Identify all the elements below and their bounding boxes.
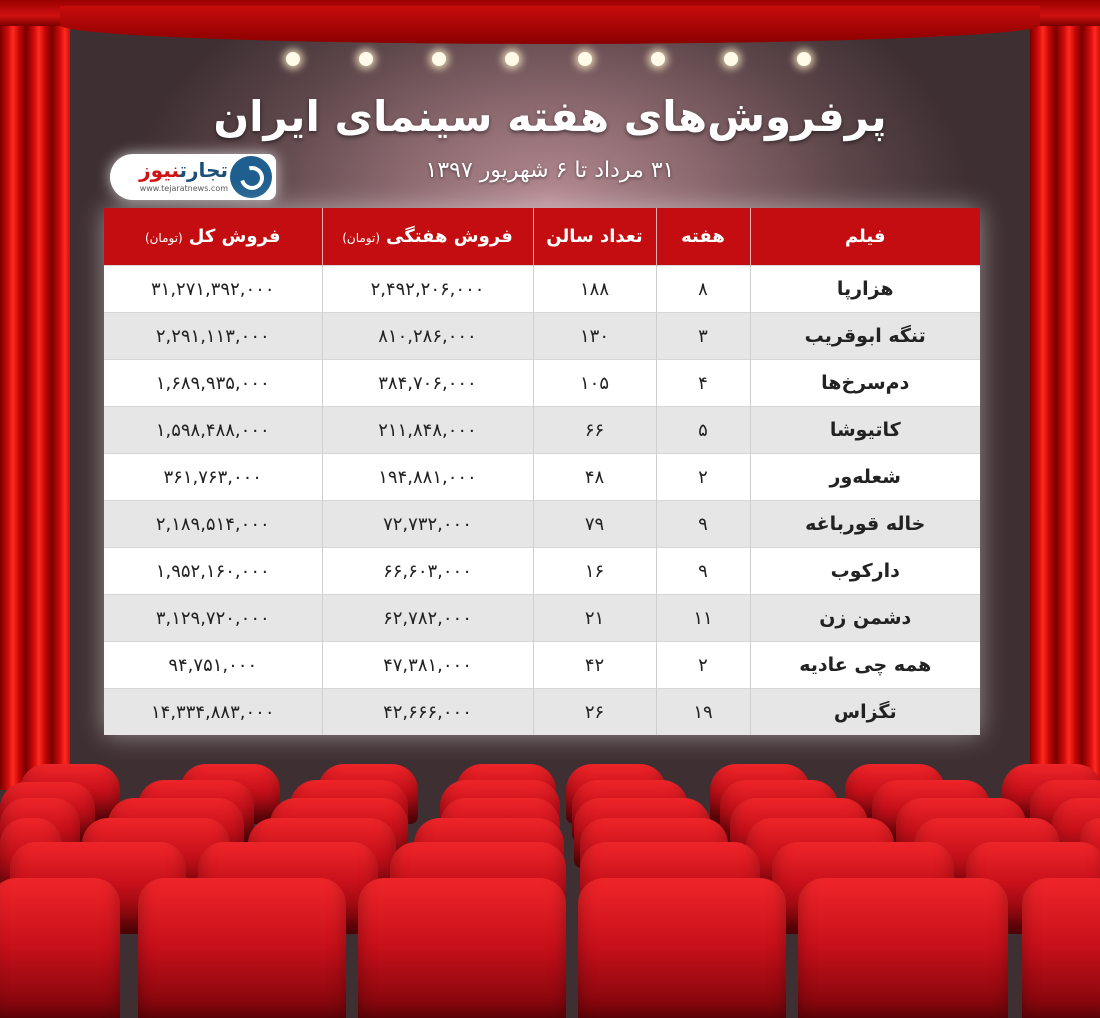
stage-light <box>505 52 519 66</box>
cell-total-sales: ۱۴,۳۳۴,۸۸۳,۰۰۰ <box>104 689 322 736</box>
table-row <box>104 548 980 595</box>
cell-total-sales: ۲,۲۹۱,۱۱۳,۰۰۰ <box>104 313 322 360</box>
header-weekly-unit: (تومان) <box>342 231 381 245</box>
table-row <box>104 689 980 736</box>
header-halls: تعداد سالن <box>533 208 656 266</box>
seat <box>138 878 346 1018</box>
cell-total-sales: ۳۶۱,۷۶۳,۰۰۰ <box>104 454 322 501</box>
cell-film: تگزاس <box>750 689 980 736</box>
cell-film: خاله قورباغه <box>750 501 980 548</box>
cell-total-sales: ۲,۱۸۹,۵۱۴,۰۰۰ <box>104 501 322 548</box>
cell-week: ۲ <box>656 642 750 689</box>
seat <box>578 878 786 1018</box>
table-row <box>104 266 980 313</box>
logo-text <box>139 158 228 182</box>
cell-halls: ۴۲ <box>533 642 656 689</box>
seat <box>0 878 120 1018</box>
seat <box>358 878 566 1018</box>
cell-total-sales: ۱,۹۵۲,۱۶۰,۰۰۰ <box>104 548 322 595</box>
cell-weekly-sales: ۲۱۱,۸۴۸,۰۰۰ <box>322 407 533 454</box>
cell-week: ۲ <box>656 454 750 501</box>
header-week: هفته <box>656 208 750 266</box>
cell-total-sales: ۳۱,۲۷۱,۳۹۲,۰۰۰ <box>104 266 322 313</box>
cell-weekly-sales: ۲,۴۹۲,۲۰۶,۰۰۰ <box>322 266 533 313</box>
seat <box>798 878 1008 1018</box>
header-total-sales <box>104 208 322 266</box>
table-row <box>104 360 980 407</box>
cell-halls: ۴۸ <box>533 454 656 501</box>
cell-total-sales: ۹۴,۷۵۱,۰۰۰ <box>104 642 322 689</box>
cell-week: ۵ <box>656 407 750 454</box>
cell-weekly-sales: ۶۶,۶۰۳,۰۰۰ <box>322 548 533 595</box>
cell-film: دارکوب <box>750 548 980 595</box>
cell-weekly-sales: ۷۲,۷۳۲,۰۰۰ <box>322 501 533 548</box>
cell-total-sales: ۱,۶۸۹,۹۳۵,۰۰۰ <box>104 360 322 407</box>
stage-light <box>432 52 446 66</box>
logo-name-part2: نیوز <box>139 158 180 182</box>
cell-film: هزارپا <box>750 266 980 313</box>
stage-light <box>286 52 300 66</box>
table-row <box>104 501 980 548</box>
header-total-unit: (تومان) <box>144 231 183 245</box>
table-row <box>104 407 980 454</box>
table-row <box>104 313 980 360</box>
box-office-table <box>104 208 980 735</box>
stage-light <box>651 52 665 66</box>
cell-halls: ۶۶ <box>533 407 656 454</box>
cell-film: تنگه ابوقریب <box>750 313 980 360</box>
cell-week: ۱۱ <box>656 595 750 642</box>
cell-halls: ۷۹ <box>533 501 656 548</box>
header-weekly-sales-label: فروش هفتگی <box>386 226 513 247</box>
cell-total-sales: ۱,۵۹۸,۴۸۸,۰۰۰ <box>104 407 322 454</box>
left-curtain <box>0 0 70 790</box>
tejarat-news-logo <box>110 154 276 200</box>
cell-weekly-sales: ۶۲,۷۸۲,۰۰۰ <box>322 595 533 642</box>
curtain-valance <box>0 0 1100 26</box>
cell-film: دشمن زن <box>750 595 980 642</box>
cell-weekly-sales: ۳۸۴,۷۰۶,۰۰۰ <box>322 360 533 407</box>
cell-halls: ۲۱ <box>533 595 656 642</box>
logo-url: www.tejaratnews.com <box>139 184 228 193</box>
stage-light <box>797 52 811 66</box>
cell-film: کاتیوشا <box>750 407 980 454</box>
cell-week: ۳ <box>656 313 750 360</box>
right-curtain <box>1030 0 1100 790</box>
cell-film: دم‌سرخ‌ها <box>750 360 980 407</box>
cell-week: ۹ <box>656 548 750 595</box>
header-weekly-sales <box>322 208 533 266</box>
cell-weekly-sales: ۴۷,۳۸۱,۰۰۰ <box>322 642 533 689</box>
cell-halls: ۱۳۰ <box>533 313 656 360</box>
cell-weekly-sales: ۸۱۰,۲۸۶,۰۰۰ <box>322 313 533 360</box>
logo-mark-icon <box>230 156 272 198</box>
header-film: فیلم <box>750 208 980 266</box>
stage-light <box>359 52 373 66</box>
cinema-seats <box>0 760 1100 1018</box>
cell-week: ۴ <box>656 360 750 407</box>
cell-weekly-sales: ۱۹۴,۸۸۱,۰۰۰ <box>322 454 533 501</box>
date-range: ۳۱ مرداد تا ۶ شهریور ۱۳۹۷ <box>425 158 675 183</box>
cell-film: همه چی عادیه <box>750 642 980 689</box>
table-row <box>104 454 980 501</box>
cell-film: شعله‌ور <box>750 454 980 501</box>
cell-week: ۱۹ <box>656 689 750 736</box>
table-header-row <box>104 208 980 266</box>
cell-halls: ۱۸۸ <box>533 266 656 313</box>
stage-lights <box>284 52 814 70</box>
cell-total-sales: ۳,۱۲۹,۷۲۰,۰۰۰ <box>104 595 322 642</box>
cell-weekly-sales: ۴۲,۶۶۶,۰۰۰ <box>322 689 533 736</box>
table-row <box>104 595 980 642</box>
stage-light <box>578 52 592 66</box>
page-title: پرفروش‌های هفته سینمای ایران <box>213 92 887 141</box>
cell-week: ۹ <box>656 501 750 548</box>
seat <box>1022 878 1100 1018</box>
logo-name-part1: تجارت <box>179 158 228 182</box>
cell-halls: ۱۶ <box>533 548 656 595</box>
table-row <box>104 642 980 689</box>
stage-light <box>724 52 738 66</box>
cell-halls: ۲۶ <box>533 689 656 736</box>
cell-week: ۸ <box>656 266 750 313</box>
cell-halls: ۱۰۵ <box>533 360 656 407</box>
header-total-sales-label: فروش کل <box>188 226 281 247</box>
